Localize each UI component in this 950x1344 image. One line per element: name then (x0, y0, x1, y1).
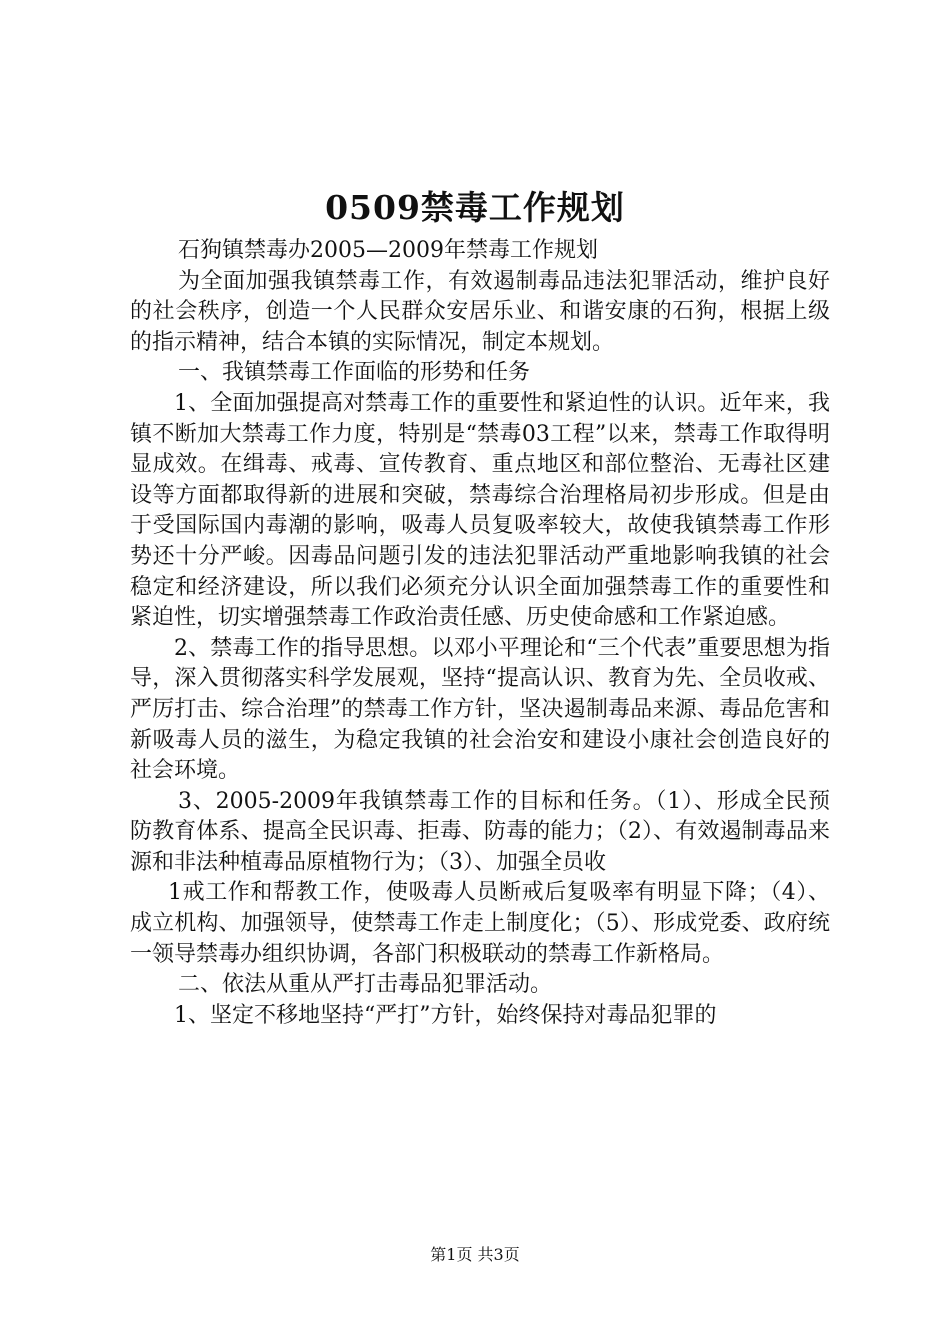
section-heading-2: 二、依法从重从严打击毒品犯罪活动。 (178, 972, 553, 998)
body-paragraph-5: 1、坚定不移地坚持“严打”方针，始终保持对毒品犯罪的 (174, 1002, 717, 1028)
body-paragraph-2: 2、禁毒工作的指导思想。以邓小平理论和“三个代表”重要思想为指导，深入贯彻落实科学发展观，坚持“提高认识、教育为先、全员收戒、严厉打击、综合治理”的禁毒工作方针，坚决遏制毒品来源、毒品危害和新吸毒人员的滋生，为稳定我镇的社会治安和建设小康社会创造良好的社会环境。 (130, 635, 830, 784)
body-paragraph-3: 3、2005-2009年我镇禁毒工作的目标和任务。（1）、形成全民预防教育体系、提高全民识毒、拒毒、防毒的能力；（2）、有效遏制毒品来源和非法种植毒品原植物行为；（3）、加强全员收 (130, 788, 830, 875)
body-paragraph-1: 1、全面加强提高对禁毒工作的重要性和紧迫性的认识。近年来，我镇不断加大禁毒工作力度，特别是“禁毒03工程”以来，禁毒工作取得明显成效。在缉毒、戒毒、宣传教育、重点地区和部位整治、无毒社区建设等方面都取得新的进展和突破，禁毒综合治理格局初步形成。但是由于受国际国内毒潮的影响，吸毒人员复吸率较大，故使我镇禁毒工作形势还十分严峻。因毒品问题引发的违法犯罪活动严重地影响我镇的社会稳定和经济建设，所以我们必须充分认识全面加强禁毒工作的重要性和紧迫性，切实增强禁毒工作政治责任感、历史使命感和工作紧迫感。 (130, 390, 830, 631)
document-title: 0509禁毒工作规划 (325, 188, 625, 227)
page-footer: 第1页 共3页 (430, 1245, 520, 1264)
intro-paragraph: 为全面加强我镇禁毒工作，有效遏制毒品违法犯罪活动，维护良好的社会秩序，创造一个人民群众安居乐业、和谐安康的石狗，根据上级的指示精神，结合本镇的实际情况，制定本规划。 (130, 268, 830, 355)
subtitle-paragraph: 石狗镇禁毒办2005—2009年禁毒工作规划 (178, 238, 598, 263)
body-paragraph-4: 1戒工作和帮教工作，使吸毒人员断戒后复吸率有明显下降；（4）、成立机构、加强领导，使禁毒工作走上制度化；（5）、形成党委、政府统一领导禁毒办组织协调，各部门积极联动的禁毒工作新格局。 (130, 880, 830, 967)
document-body (130, 236, 830, 1031)
section-heading-1: 一、我镇禁毒工作面临的形势和任务 (178, 360, 531, 386)
